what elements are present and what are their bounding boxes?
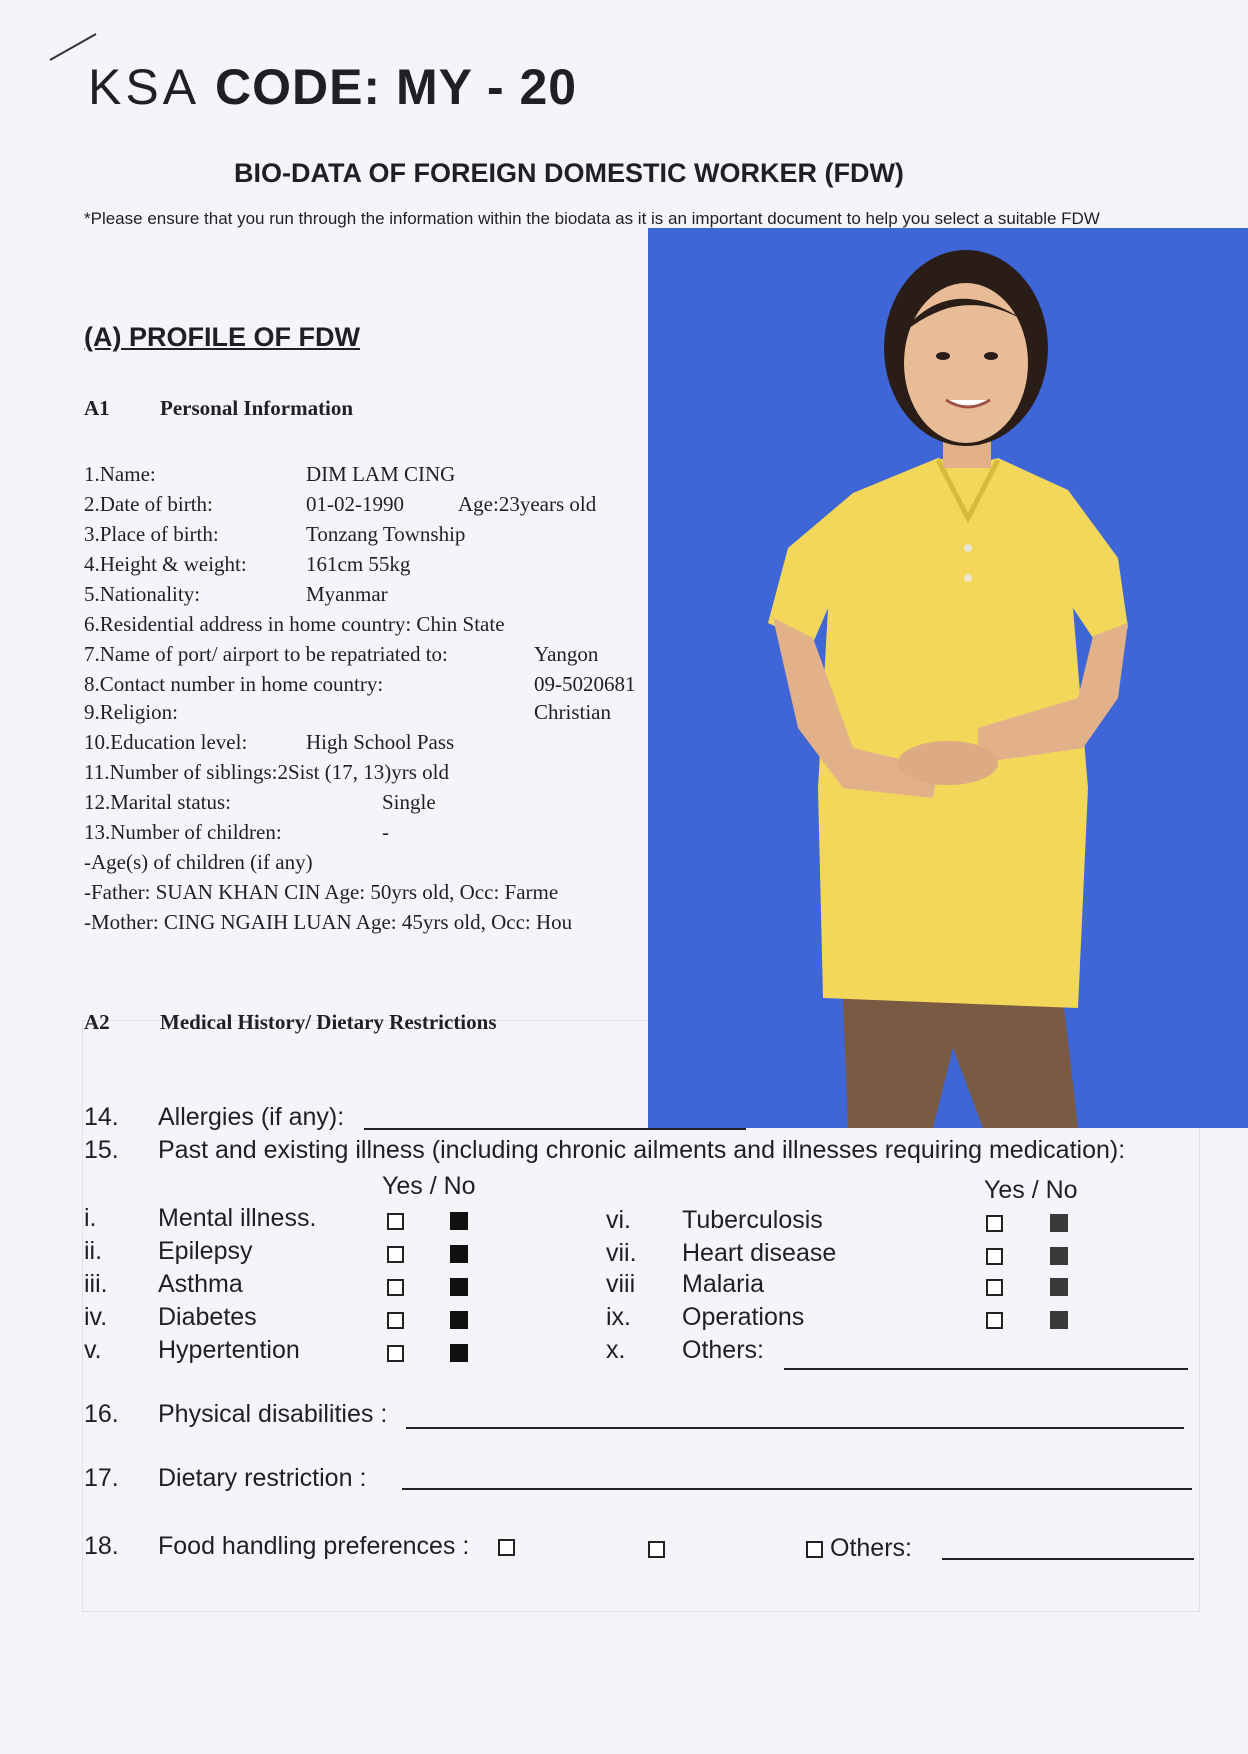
q14-number: 14. [84,1103,119,1131]
illness-number: vi. [606,1206,631,1234]
q18-number: 18. [84,1532,119,1560]
personal-field-value: 161cm 55kg [306,552,411,576]
personal-field-value: 09-5020681 [534,672,636,696]
allergies-field[interactable] [364,1128,746,1130]
personal-field-label: 7.Name of port/ airport to be repatriated to: [84,642,448,666]
illness-number: iii. [84,1270,108,1298]
physical-disabilities-field[interactable] [406,1427,1184,1429]
yes-no-header-right: Yes / No [984,1176,1078,1204]
personal-field-value: Myanmar [306,582,388,606]
personal-field-label: 5.Nationality: [84,582,201,606]
yes-no-header-left: Yes / No [382,1172,476,1200]
q14-label: Allergies (if any): [158,1103,345,1131]
illness-name: Mental illness. [158,1204,317,1232]
personal-field-label: 12.Marital status: [84,790,231,814]
instruction-note: *Please ensure that you run through the information within the biodata as it is an important document to help you select a suitable FDW [84,209,1100,228]
personal-field-label: 4.Height & weight: [84,552,247,576]
illness-no-checkbox[interactable] [1050,1214,1068,1232]
q18-label: Food handling preferences : [158,1532,470,1560]
food-pref-others-checkbox[interactable] [806,1541,823,1558]
section-a-heading: (A) PROFILE OF FDW [84,322,360,352]
q16-number: 16. [84,1400,119,1428]
illness-number: iv. [84,1303,108,1331]
illness-yes-checkbox[interactable] [986,1248,1003,1265]
personal-field-label: 10.Education level: [84,730,248,754]
personal-field-value: Yangon [534,642,599,666]
illness-yes-checkbox[interactable] [387,1345,404,1362]
personal-field-label: 8.Contact number in home country: [84,672,384,696]
food-pref-others-label: Others: [830,1534,912,1562]
a1-title: Personal Information [160,396,354,420]
illness-name: Asthma [158,1270,243,1298]
q17-number: 17. [84,1464,119,1492]
personal-field-value: Tonzang Township [306,522,466,546]
illness-yes-checkbox[interactable] [387,1312,404,1329]
q16-label: Physical disabilities : [158,1400,388,1428]
code-prefix: KSA [88,59,201,115]
illness-no-checkbox[interactable] [1050,1311,1068,1329]
portrait-image [648,228,1248,1128]
illness-number: v. [84,1336,102,1364]
personal-field-label: 9.Religion: [84,700,178,724]
illness-name: Tuberculosis [682,1206,823,1234]
personal-field-label: -Mother: CING NGAIH LUAN Age: 45yrs old, Occ: Hou [84,910,573,934]
illness-name: Epilepsy [158,1237,253,1265]
illness-name: Malaria [682,1270,764,1298]
illness-yes-checkbox[interactable] [986,1279,1003,1296]
a2-code: A2 [84,1010,110,1034]
personal-field-label: 1.Name: [84,462,156,486]
document-title: BIO-DATA OF FOREIGN DOMESTIC WORKER (FDW) [234,158,904,188]
dietary-restriction-field[interactable] [402,1488,1192,1490]
personal-field-value: High School Pass [306,730,455,754]
illness-name: Others: [682,1336,764,1364]
illness-number: viii [606,1270,636,1298]
personal-field-label: 3.Place of birth: [84,522,219,546]
ksa-code [88,58,577,116]
food-pref-checkbox-1[interactable] [498,1539,515,1556]
personal-field-label: -Age(s) of children (if any) [84,850,313,874]
illness-yes-checkbox[interactable] [387,1279,404,1296]
food-pref-checkbox-2[interactable] [648,1541,665,1558]
illness-no-checkbox[interactable] [450,1245,468,1263]
illness-no-checkbox[interactable] [450,1344,468,1362]
illness-no-checkbox[interactable] [1050,1247,1068,1265]
others-illness-field[interactable] [784,1368,1188,1370]
q15-number: 15. [84,1136,119,1164]
illness-number: i. [84,1204,97,1232]
illness-yes-checkbox[interactable] [986,1215,1003,1232]
illness-no-checkbox[interactable] [1050,1278,1068,1296]
illness-name: Diabetes [158,1303,257,1331]
personal-field-label: 6.Residential address in home country: Chin State [84,612,505,636]
code-value: CODE: MY - 20 [214,59,578,115]
personal-field-value: Christian [534,700,611,724]
personal-field-value: 01-02-1990 [306,492,404,516]
illness-number: ii. [84,1237,103,1265]
q17-label: Dietary restriction : [158,1464,367,1492]
personal-field-label: 11.Number of siblings:2Sist (17, 13)yrs old [84,760,449,784]
personal-field-value: - [382,820,389,844]
illness-yes-checkbox[interactable] [387,1246,404,1263]
personal-field-value: Single [382,790,436,814]
a2-title: Medical History/ Dietary Restrictions [160,1010,497,1034]
illness-no-checkbox[interactable] [450,1311,468,1329]
illness-yes-checkbox[interactable] [387,1213,404,1230]
illness-yes-checkbox[interactable] [986,1312,1003,1329]
illness-name: Operations [682,1303,805,1331]
personal-field-label: 2.Date of birth: [84,492,213,516]
food-pref-others-field[interactable] [942,1558,1194,1560]
q15-label: Past and existing illness (including chronic ailments and illnesses requiring medication): [158,1136,1126,1164]
illness-number: x. [606,1336,626,1364]
personal-field-extra: Age:23years old [458,492,597,516]
personal-field-label: 13.Number of children: [84,820,282,844]
illness-number: ix. [606,1303,631,1331]
illness-no-checkbox[interactable] [450,1212,468,1230]
personal-field-value: DIM LAM CING [306,462,456,486]
fdw-photo [648,228,1248,1128]
illness-name: Heart disease [682,1239,837,1267]
a1-code: A1 [84,396,110,420]
illness-no-checkbox[interactable] [450,1278,468,1296]
personal-field-label: -Father: SUAN KHAN CIN Age: 50yrs old, Occ: Farme [84,880,559,904]
illness-number: vii. [606,1239,637,1267]
illness-name: Hypertention [158,1336,300,1364]
